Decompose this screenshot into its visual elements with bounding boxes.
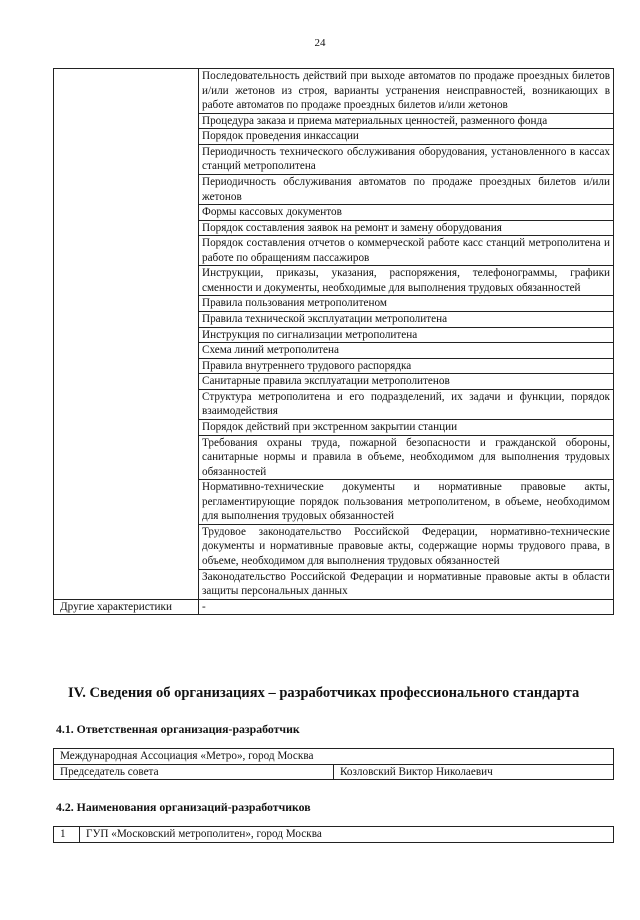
responsible-organization-table: [53, 748, 614, 780]
subsection-4-1-title: 4.1. Ответственная организация-разработчик: [56, 722, 300, 736]
requirement-text: Трудовое законодательство Российской Федерации, нормативно-технические документы и нормативные правовые акты, содержащие нормы трудового права, в объеме, необходимом для выполнения трудовых обязанностей: [199, 524, 614, 569]
requirements-body: [54, 69, 614, 600]
requirement-text: Инструкция по сигнализации метрополитена: [199, 327, 614, 343]
requirement-text: Санитарные правила эксплуатации метрополитенов: [199, 374, 614, 390]
requirement-text: Правила технической эксплуатации метрополитена: [199, 312, 614, 328]
other-characteristics-label: Другие характеристики: [54, 599, 199, 615]
developer-name: ГУП «Московский метрополитен», город Москва: [80, 827, 614, 843]
requirement-category-cell: [54, 69, 199, 600]
requirement-text: Требования охраны труда, пожарной безопасности и гражданской обороны, санитарные нормы и правила в объеме, необходимом для выполнения трудовых обязанностей: [199, 435, 614, 480]
requirement-text: Формы кассовых документов: [199, 205, 614, 221]
other-characteristics-row: [54, 599, 614, 615]
requirement-text: Порядок действий при экстренном закрытии станции: [199, 419, 614, 435]
knowledge-requirements-table: [53, 68, 614, 615]
requirement-text: Последовательность действий при выходе автоматов по продаже проездных билетов и/или жетонов из строя, варианты устранения неисправностей, возникающих в работе автоматов по продаже проездных билетов и/или жетонов: [199, 69, 614, 114]
organization-name: Международная Ассоциация «Метро», город Москва: [54, 749, 614, 765]
requirement-text: Инструкции, приказы, указания, распоряжения, телефонограммы, графики сменности и документы, необходимые для выполнения трудовых обязанностей: [199, 266, 614, 296]
requirement-text: Периодичность обслуживания автоматов по продаже проездных билетов и/или жетонов: [199, 174, 614, 204]
requirement-text: Структура метрополитена и его подразделений, их задачи и функции, порядок взаимодействия: [199, 389, 614, 419]
requirement-text: Нормативно-технические документы и нормативные правовые акты, регламентирующие порядок пользования метрополитеном, в объеме, необходимом для выполнения трудовых обязанностей: [199, 480, 614, 525]
subsection-4-2-title: 4.2. Наименования организаций-разработчиков: [56, 800, 311, 814]
requirement-row: [54, 69, 614, 114]
requirement-text: Порядок составления отчетов о коммерческой работе касс станций метрополитена и работе по обращениям пассажиров: [199, 236, 614, 266]
developer-organizations-table: [53, 826, 614, 843]
requirement-text: Порядок проведения инкассации: [199, 129, 614, 145]
other-characteristics-value: -: [199, 599, 614, 615]
page-number: 24: [314, 37, 326, 49]
requirement-text: Периодичность технического обслуживания оборудования, установленного в кассах станций метрополитена: [199, 144, 614, 174]
developer-row: [54, 827, 614, 843]
chair-name: Козловский Виктор Николаевич: [334, 764, 614, 780]
requirement-text: Процедура заказа и приема материальных ценностей, разменного фонда: [199, 113, 614, 129]
developer-number: 1: [54, 827, 80, 843]
requirement-text: Правила внутреннего трудового распорядка: [199, 358, 614, 374]
requirement-text: Законодательство Российской Федерации и нормативные правовые акты в области защиты персональных данных: [199, 569, 614, 599]
requirement-text: Порядок составления заявок на ремонт и замену оборудования: [199, 220, 614, 236]
requirement-text: Схема линий метрополитена: [199, 343, 614, 359]
requirement-text: Правила пользования метрополитеном: [199, 296, 614, 312]
chair-role: Председатель совета: [54, 764, 334, 780]
section-iv-title: IV. Сведения об организациях – разработчиках профессионального стандарта: [68, 685, 580, 701]
